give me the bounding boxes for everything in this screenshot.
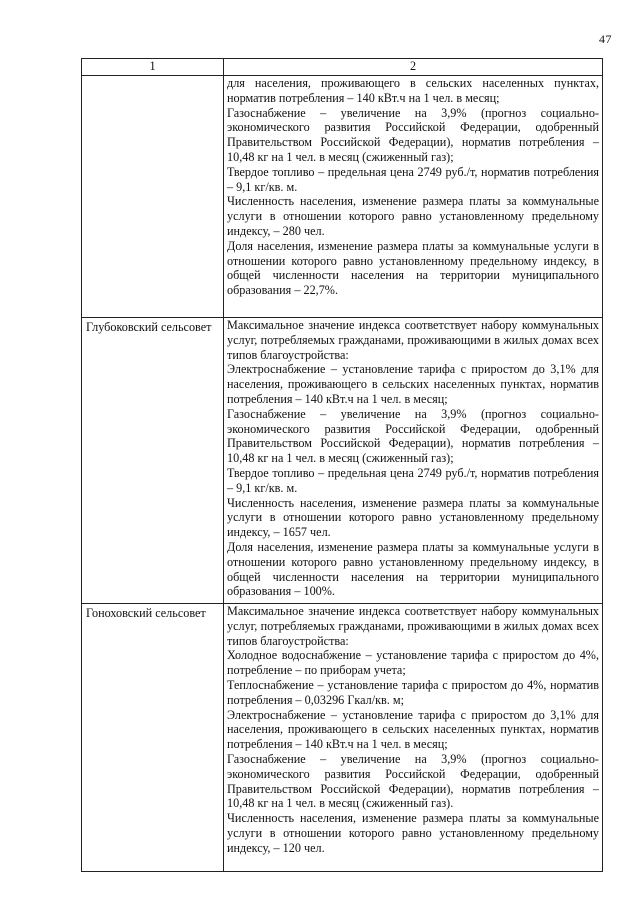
paragraph: Твердое топливо – предельная цена 2749 руб./т, норматив потребления – 9,1 кг/кв. м.: [227, 164, 599, 194]
paragraph: Доля населения, изменение размера платы за коммунальные услуги в отношении которого равно установленному предельному индексу, в общей численности населения на территории муниципального образования – 100%.: [227, 539, 599, 599]
index-description-cell: [224, 318, 603, 604]
paragraph: Численность населения, изменение размера платы за коммунальные услуги в отношении которого равно установленному предельному индексу, – 1657 чел.: [227, 495, 599, 540]
paragraph: Твердое топливо – предельная цена 2749 руб./т, норматив потребления – 9,1 кг/кв. м.: [227, 465, 599, 495]
paragraph: Максимальное значение индекса соответствует набору коммунальных услуг, потребляемых гражданами, проживающими в жилых домах всех типов благоустройства:: [227, 318, 599, 362]
index-description-cell: [224, 76, 603, 318]
table-row: [82, 604, 603, 872]
paragraph: Численность населения, изменение размера платы за коммунальные услуги в отношении которого равно установленному предельному индексу, – 280 чел.: [227, 194, 599, 238]
paragraph: Газоснабжение – увеличение на 3,9% (прогноз социально-экономического развития Российской Федерации, одобренный Правительством Российской Федерации), норматив потребления – 10,48 кг на 1 чел. в месяц (сжиженный газ);: [227, 406, 599, 466]
paragraph: Максимальное значение индекса соответствует набору коммунальных услуг, потребляемых гражданами, проживающими в жилых домах всех типов благоустройства:: [227, 604, 599, 648]
column-header-2: 2: [224, 59, 603, 76]
municipality-name-cell: Гоноховский сельсовет: [82, 604, 224, 872]
table-header-row: [82, 59, 603, 76]
table-row: [82, 76, 603, 318]
tariff-index-table: [81, 58, 603, 872]
municipality-name-cell: [82, 76, 224, 318]
index-description-cell: [224, 604, 603, 872]
paragraph: Электроснабжение – установление тарифа с приростом до 3,1% для населения, проживающего в сельских населенных пунктах, норматив потребления – 140 кВт.ч на 1 чел. в месяц;: [227, 362, 599, 406]
paragraph: Электроснабжение – установление тарифа с приростом до 3,1% для населения, проживающего в сельских населенных пунктах, норматив потребления – 140 кВт.ч на 1 чел. в месяц;: [227, 707, 599, 752]
table-row: [82, 318, 603, 604]
page-number: 47: [599, 32, 612, 46]
paragraph: Газоснабжение – увеличение на 3,9% (прогноз социально-экономического развития Российской Федерации, одобренный Правительством Российской Федерации), норматив потребления – 10,48 кг на 1 чел. в месяц (сжиженный газ).: [227, 751, 599, 811]
paragraph: Численность населения, изменение размера платы за коммунальные услуги в отношении которого равно установленному предельному индексу, – 120 чел.: [227, 811, 599, 855]
paragraph: Холодное водоснабжение – установление тарифа с приростом до 4%, потребление – по приборам учета;: [227, 648, 599, 678]
paragraph: для населения, проживающего в сельских населенных пунктах, норматив потребления – 140 кВт.ч на 1 чел. в месяц;: [227, 76, 599, 105]
column-header-1: 1: [82, 59, 224, 76]
paragraph: Теплоснабжение – установление тарифа с приростом до 4%, норматив потребления – 0,03296 Гкал/кв. м;: [227, 677, 599, 707]
municipality-name-cell: Глубоковский сельсовет: [82, 318, 224, 604]
paragraph: Доля населения, изменение размера платы за коммунальные услуги в отношении которого равно установленному предельному индексу, в общей численности населения на территории муниципального образования – 22,7%.: [227, 238, 599, 298]
paragraph: Газоснабжение – увеличение на 3,9% (прогноз социально-экономического развития Российской Федерации, одобренный Правительством Российской Федерации), норматив потребления – 10,48 кг на 1 чел. в месяц (сжиженный газ);: [227, 105, 599, 164]
